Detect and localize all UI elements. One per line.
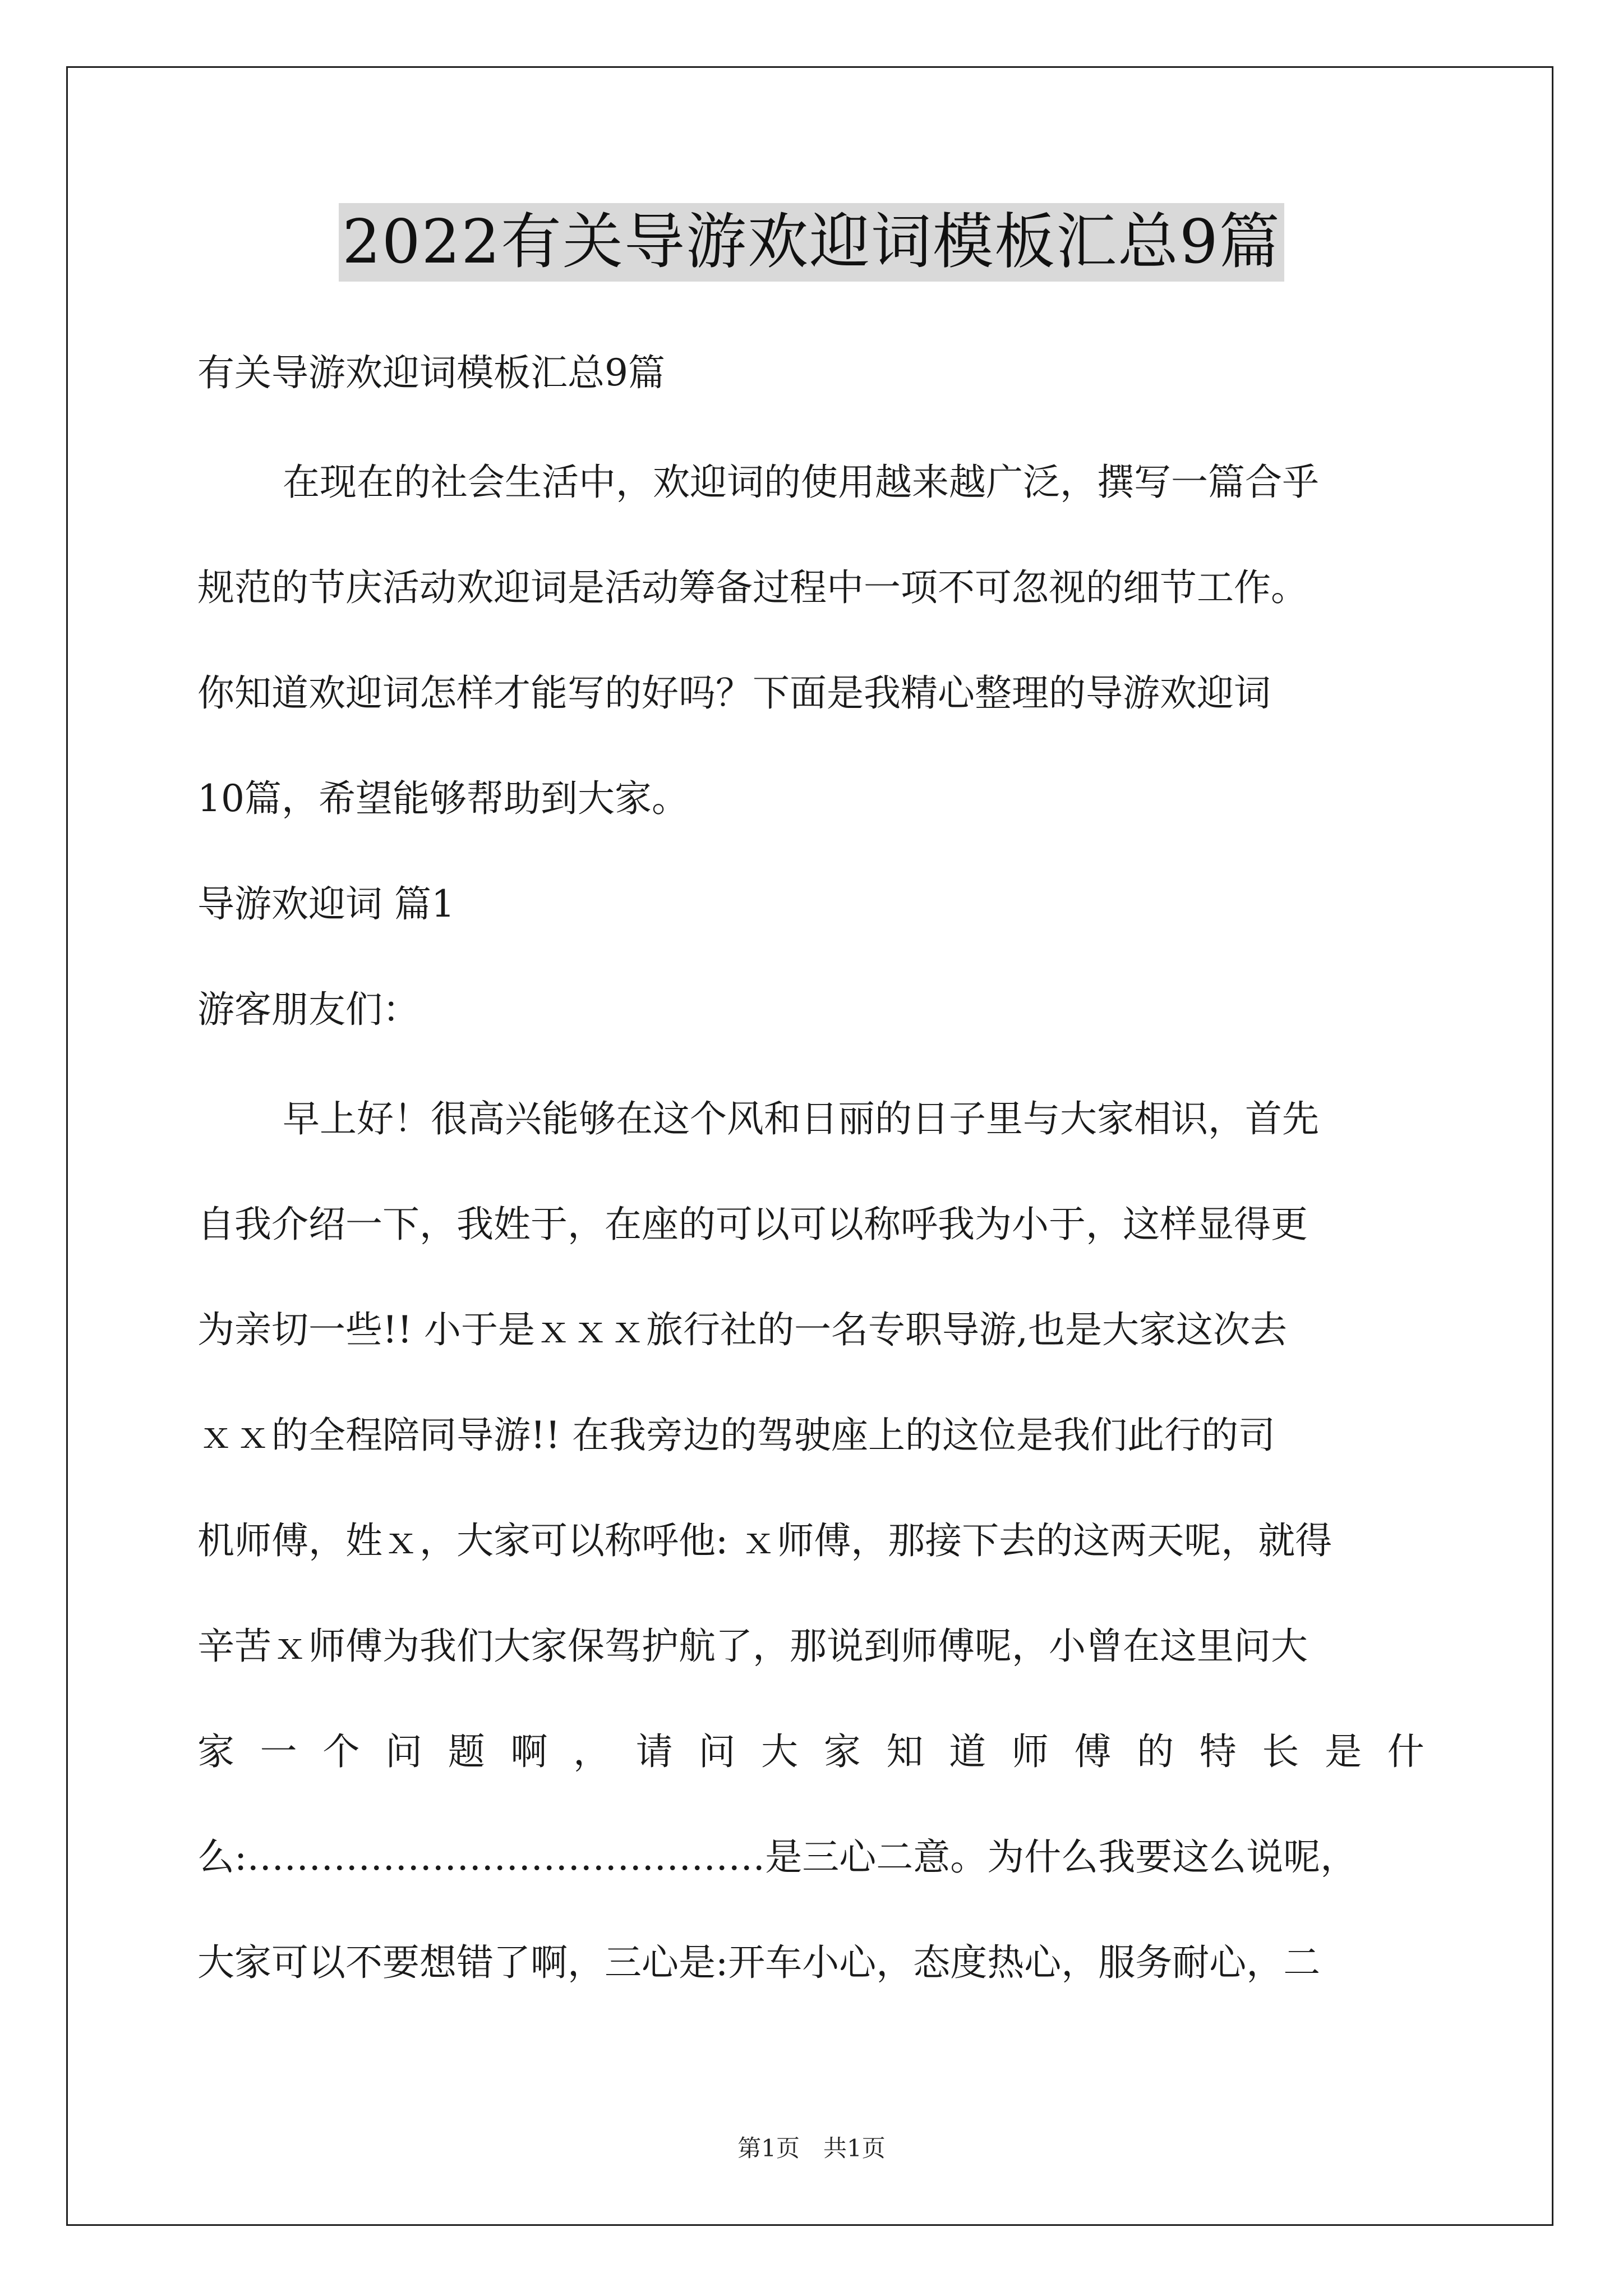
intro-line: 规范的节庆活动欢迎词是活动筹备过程中一项不可忽视的细节工作。 [197, 566, 1308, 609]
section-heading: 导游欢迎词 篇1 [197, 882, 455, 926]
justified-char: 问 [385, 1730, 423, 1773]
document-subtitle: 有关导游欢迎词模板汇总9篇 [197, 351, 665, 394]
justified-char: 特 [1199, 1730, 1237, 1773]
body-line: 大家可以不要想错了啊，三心是:开车小心，态度热心，服务耐心，二 [197, 1941, 1321, 1984]
justified-char: 啊 [510, 1730, 548, 1773]
intro-line: 10篇，希望能够帮助到大家。 [197, 777, 689, 820]
body-line: 早上好！很高兴能够在这个风和日丽的日子里与大家相识，首先 [283, 1097, 1319, 1140]
justified-char: 是 [1325, 1730, 1362, 1773]
justified-char: 题 [448, 1730, 485, 1773]
body-line: 辛苦ｘ师傅为我们大家保驾护航了，那说到师傅呢，小曾在这里问大 [197, 1625, 1308, 1668]
body-line: 自我介绍一下，我姓于，在座的可以可以称呼我为小于，这样显得更 [197, 1203, 1308, 1246]
body-line [197, 1727, 1424, 1777]
body-line: ｘｘ的全程陪同导游!! 在我旁边的驾驶座上的这位是我们此行的司 [197, 1414, 1276, 1457]
justified-char: 大 [761, 1730, 799, 1773]
justified-char: 的 [1137, 1730, 1174, 1773]
justified-char: 道 [949, 1730, 986, 1773]
salutation: 游客朋友们： [197, 988, 419, 1031]
justified-char: 知 [886, 1730, 924, 1773]
justified-char: 家 [823, 1730, 861, 1773]
body-line: 机师傅，姓ｘ，大家可以称呼他: ｘ师傅，那接下去的这两天呢，就得 [197, 1519, 1332, 1562]
title-container [0, 203, 1623, 282]
justified-char: 长 [1262, 1730, 1299, 1773]
page-footer: 第1页 共1页 [737, 2134, 886, 2162]
intro-line: 在现在的社会生活中，欢迎词的使用越来越广泛，撰写一篇合乎 [283, 461, 1319, 504]
justified-char: 傅 [1074, 1730, 1112, 1773]
justified-char: 一 [260, 1730, 297, 1773]
justified-char: 个 [322, 1730, 360, 1773]
justified-char: 问 [698, 1730, 736, 1773]
justified-char: 家 [197, 1730, 234, 1773]
body-line: 么:……………………………………是三心二意。为什么我要这么说呢， [197, 1835, 1358, 1879]
justified-char: 什 [1387, 1730, 1424, 1773]
document-title: 2022有关导游欢迎词模板汇总9篇 [339, 203, 1284, 282]
justified-char: 请 [635, 1730, 673, 1773]
justified-char: 师 [1011, 1730, 1049, 1773]
justified-char: ， [573, 1730, 611, 1773]
body-line: 为亲切一些!! 小于是ｘｘｘ旅行社的一名专职导游,也是大家这次去 [197, 1308, 1288, 1351]
intro-line: 你知道欢迎词怎样才能写的好吗？下面是我精心整理的导游欢迎词 [197, 671, 1271, 715]
